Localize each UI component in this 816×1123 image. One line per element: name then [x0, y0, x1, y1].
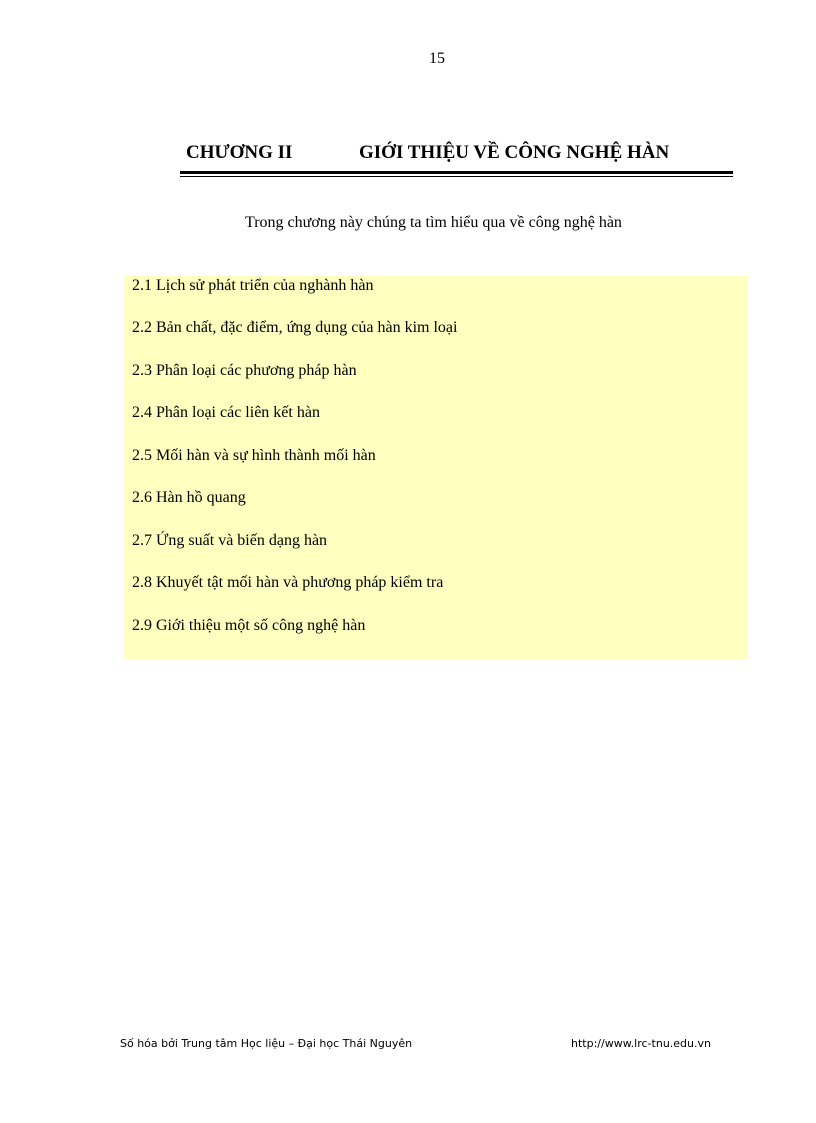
table-of-contents [124, 276, 748, 659]
toc-item: 2.7 Ứng suất và biến dạng hàn [132, 532, 328, 549]
toc-item: 2.4 Phân loại các liên kết hàn [132, 404, 320, 421]
chapter-title: GIỚI THIỆU VỀ CÔNG NGHỆ HÀN [359, 142, 670, 163]
heading-underline-thick [180, 171, 733, 174]
chapter-heading [186, 142, 726, 168]
toc-item: 2.9 Giới thiệu một số công nghệ hàn [132, 617, 366, 634]
toc-item: 2.6 Hàn hồ quang [132, 489, 246, 506]
toc-item: 2.1 Lịch sử phát triển của nghành hàn [132, 277, 374, 294]
toc-item: 2.3 Phân loại các phương pháp hàn [132, 362, 357, 379]
heading-underline-thin [180, 176, 733, 177]
toc-item: 2.8 Khuyết tật mối hàn và phương pháp kiểm tra [132, 574, 444, 591]
toc-item: 2.5 Mối hàn và sự hình thành mối hàn [132, 447, 376, 464]
toc-item: 2.2 Bản chất, đặc điểm, ứng dụng của hàn kim loại [132, 319, 458, 336]
page-number: 15 [429, 50, 445, 67]
chapter-intro: Trong chương này chúng ta tìm hiểu qua về công nghệ hàn [245, 214, 622, 231]
footer-url: http://www.lrc-tnu.edu.vn [571, 1037, 711, 1050]
footer-credit: Số hóa bởi Trung tâm Học liệu – Đại học Thái Nguyên [120, 1037, 413, 1050]
chapter-number: CHƯƠNG II [186, 142, 293, 163]
